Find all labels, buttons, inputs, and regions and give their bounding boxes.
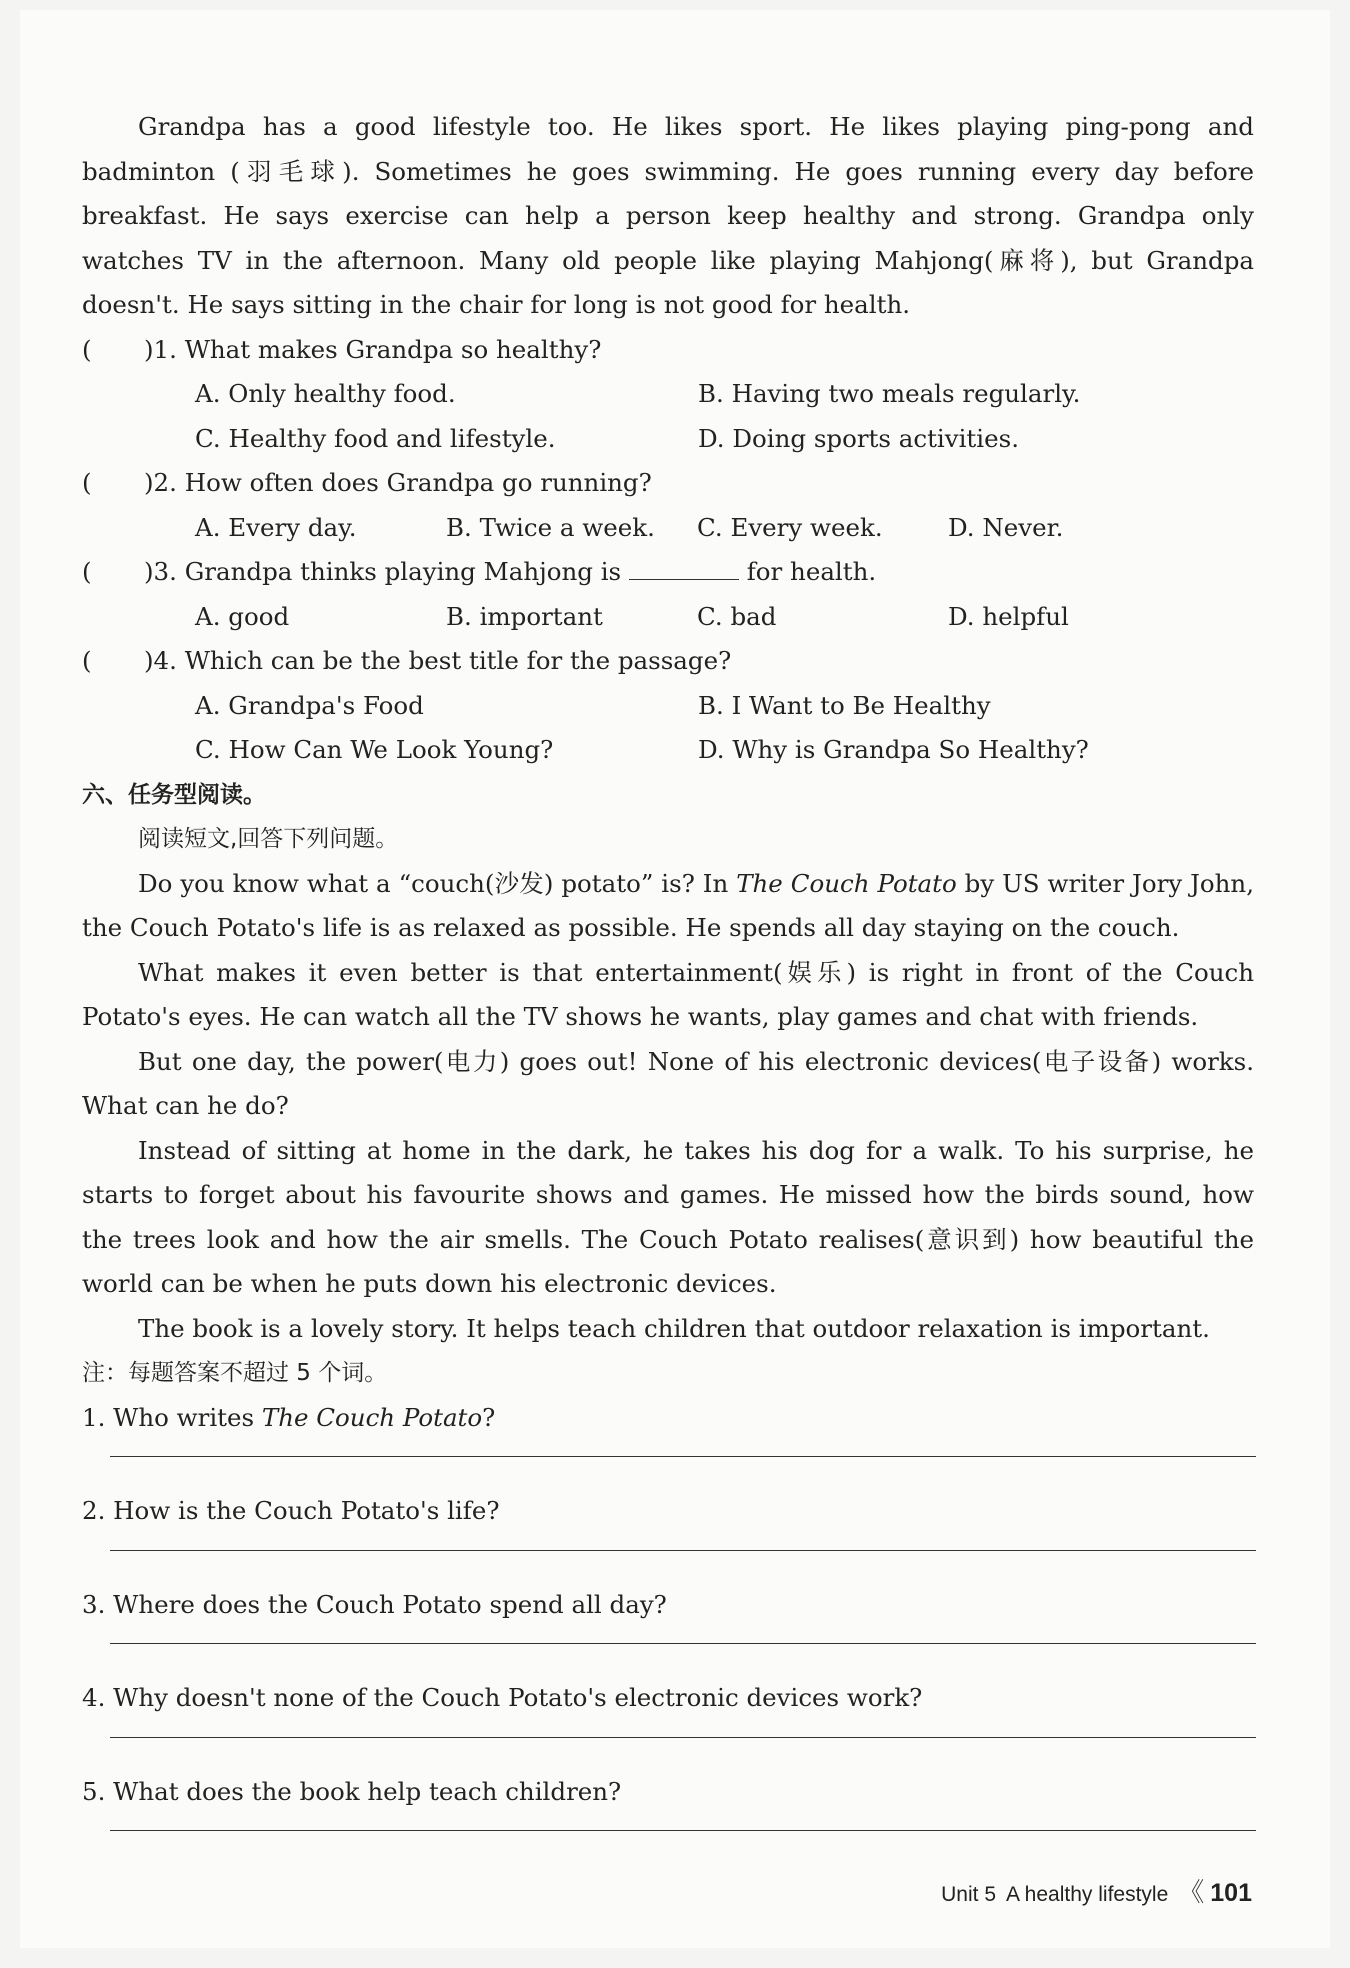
answer-line-2[interactable] — [110, 1550, 1256, 1551]
page-footer — [941, 1872, 1252, 1909]
passage-couch-p5: The book is a lovely story. It helps teach children that outdoor relaxation is important. — [138, 1313, 1210, 1343]
answer-paren[interactable]: ( — [82, 468, 92, 497]
short-question-3: 3. Where does the Couch Potato spend all day? — [82, 1589, 667, 1619]
question-4-text: )4. Which can be the best title for the passage? — [144, 646, 732, 675]
question-1 — [82, 328, 1254, 373]
question-text: 1. Who writes — [82, 1402, 262, 1432]
question-2 — [82, 461, 1254, 506]
question-4-options-row1 — [82, 684, 1254, 729]
double-chevron-left-icon: 《 — [1178, 1877, 1201, 1907]
question-2-text: )2. How often does Grandpa go running? — [144, 468, 652, 497]
option-d: D. Never. — [948, 512, 1064, 542]
answer-paren[interactable]: ( — [82, 334, 92, 364]
unit-title: A healthy lifestyle — [1006, 1883, 1169, 1906]
passage-couch-p4: Instead of sitting at home in the dark, he takes his dog for a walk. To his surprise, he starts to forget about his favourite shows and games. He missed how the birds sound, how the trees look and how the air smells. The Couch Potato realises(意识到) how beautiful the world can be when he puts down his electronic devices. — [82, 1135, 1254, 1298]
option-b: B. I Want to Be Healthy — [698, 690, 991, 720]
option-d: D. Why is Grandpa So Healthy? — [698, 735, 1089, 764]
short-question-2: 2. How is the Couch Potato's life? — [82, 1496, 500, 1525]
book-title: The Couch Potato — [736, 868, 957, 898]
option-a: A. Grandpa's Food — [195, 690, 424, 720]
option-c: C. How Can We Look Young? — [195, 735, 554, 764]
question-text: ? — [482, 1402, 496, 1432]
option-d: D. helpful — [948, 601, 1069, 631]
note: 注：每题答案不超过 5 个词。 — [82, 1360, 388, 1386]
page — [20, 10, 1330, 1948]
fill-blank[interactable] — [629, 553, 739, 580]
passage-grandpa: Grandpa has a good lifestyle too. He likes sport. He likes playing ping-pong and badminton (羽毛球). Sometimes he goes swimming. He goes running every day before breakfast. He says exercise can help a person keep healthy and strong. Grandpa only watches TV in the afternoon. Many old people like playing Mahjong(麻将), but Grandpa doesn't. He says sitting in the chair for long is not good for health. — [82, 112, 1254, 319]
answer-line-5[interactable] — [110, 1830, 1256, 1831]
question-1-text: )1. What makes Grandpa so healthy? — [144, 334, 602, 364]
question-3-text-pre: )3. Grandpa thinks playing Mahjong is — [144, 557, 622, 586]
option-d: D. Doing sports activities. — [698, 423, 1019, 453]
option-c: C. Healthy food and lifestyle. — [195, 423, 556, 453]
question-4 — [82, 639, 1254, 684]
question-4-options-row2 — [82, 728, 1254, 773]
content — [82, 105, 1254, 1863]
passage-couch-p2: What makes it even better is that entertainment(娱乐) is right in front of the Couch Potato's eyes. He can watch all the TV shows he wants, play games and chat with friends. — [82, 957, 1254, 1031]
option-a: A. good — [195, 601, 290, 631]
question-1-options-row2 — [82, 417, 1254, 462]
option-a: A. Only healthy food. — [195, 379, 456, 408]
question-3 — [82, 550, 1254, 595]
answer-paren[interactable]: ( — [82, 646, 92, 675]
answer-paren[interactable]: ( — [82, 557, 92, 586]
unit-label: Unit 5 — [941, 1883, 996, 1906]
answer-line-3[interactable] — [110, 1643, 1256, 1644]
answer-line-1[interactable] — [110, 1456, 1256, 1457]
option-c: C. bad — [697, 601, 777, 631]
option-b: B. Having two meals regularly. — [698, 379, 1081, 408]
option-b: B. Twice a week. — [446, 512, 655, 542]
answer-line-4[interactable] — [110, 1737, 1256, 1738]
short-question-1 — [82, 1396, 1254, 1441]
option-a: A. Every day. — [195, 512, 357, 542]
option-b: B. important — [446, 601, 603, 631]
question-3-options — [82, 595, 1254, 640]
option-c: C. Every week. — [697, 512, 883, 542]
question-2-options — [82, 506, 1254, 551]
section-heading: 六、任务型阅读。 — [82, 781, 266, 808]
passage-text: by US writer Jory John, the Couch Potato's life is as relaxed as possible. He spends all day staying on the couch. — [82, 868, 1254, 942]
short-question-5: 5. What does the book help teach children? — [82, 1776, 622, 1806]
short-question-4: 4. Why doesn't none of the Couch Potato's electronic devices work? — [82, 1683, 923, 1712]
passage-couch-p3: But one day, the power(电力) goes out! None of his electronic devices(电子设备) works. What can he do? — [82, 1046, 1254, 1120]
passage-couch-p1 — [82, 862, 1254, 951]
book-title: The Couch Potato — [261, 1402, 483, 1432]
question-3-text-post: for health. — [746, 557, 877, 586]
passage-text: Do you know what a “couch(沙发) potato” is? In — [138, 868, 737, 898]
section-instruction: 阅读短文,回答下列问题。 — [138, 826, 399, 852]
page-number: 101 — [1210, 1879, 1252, 1907]
question-1-options-row1 — [82, 372, 1254, 417]
